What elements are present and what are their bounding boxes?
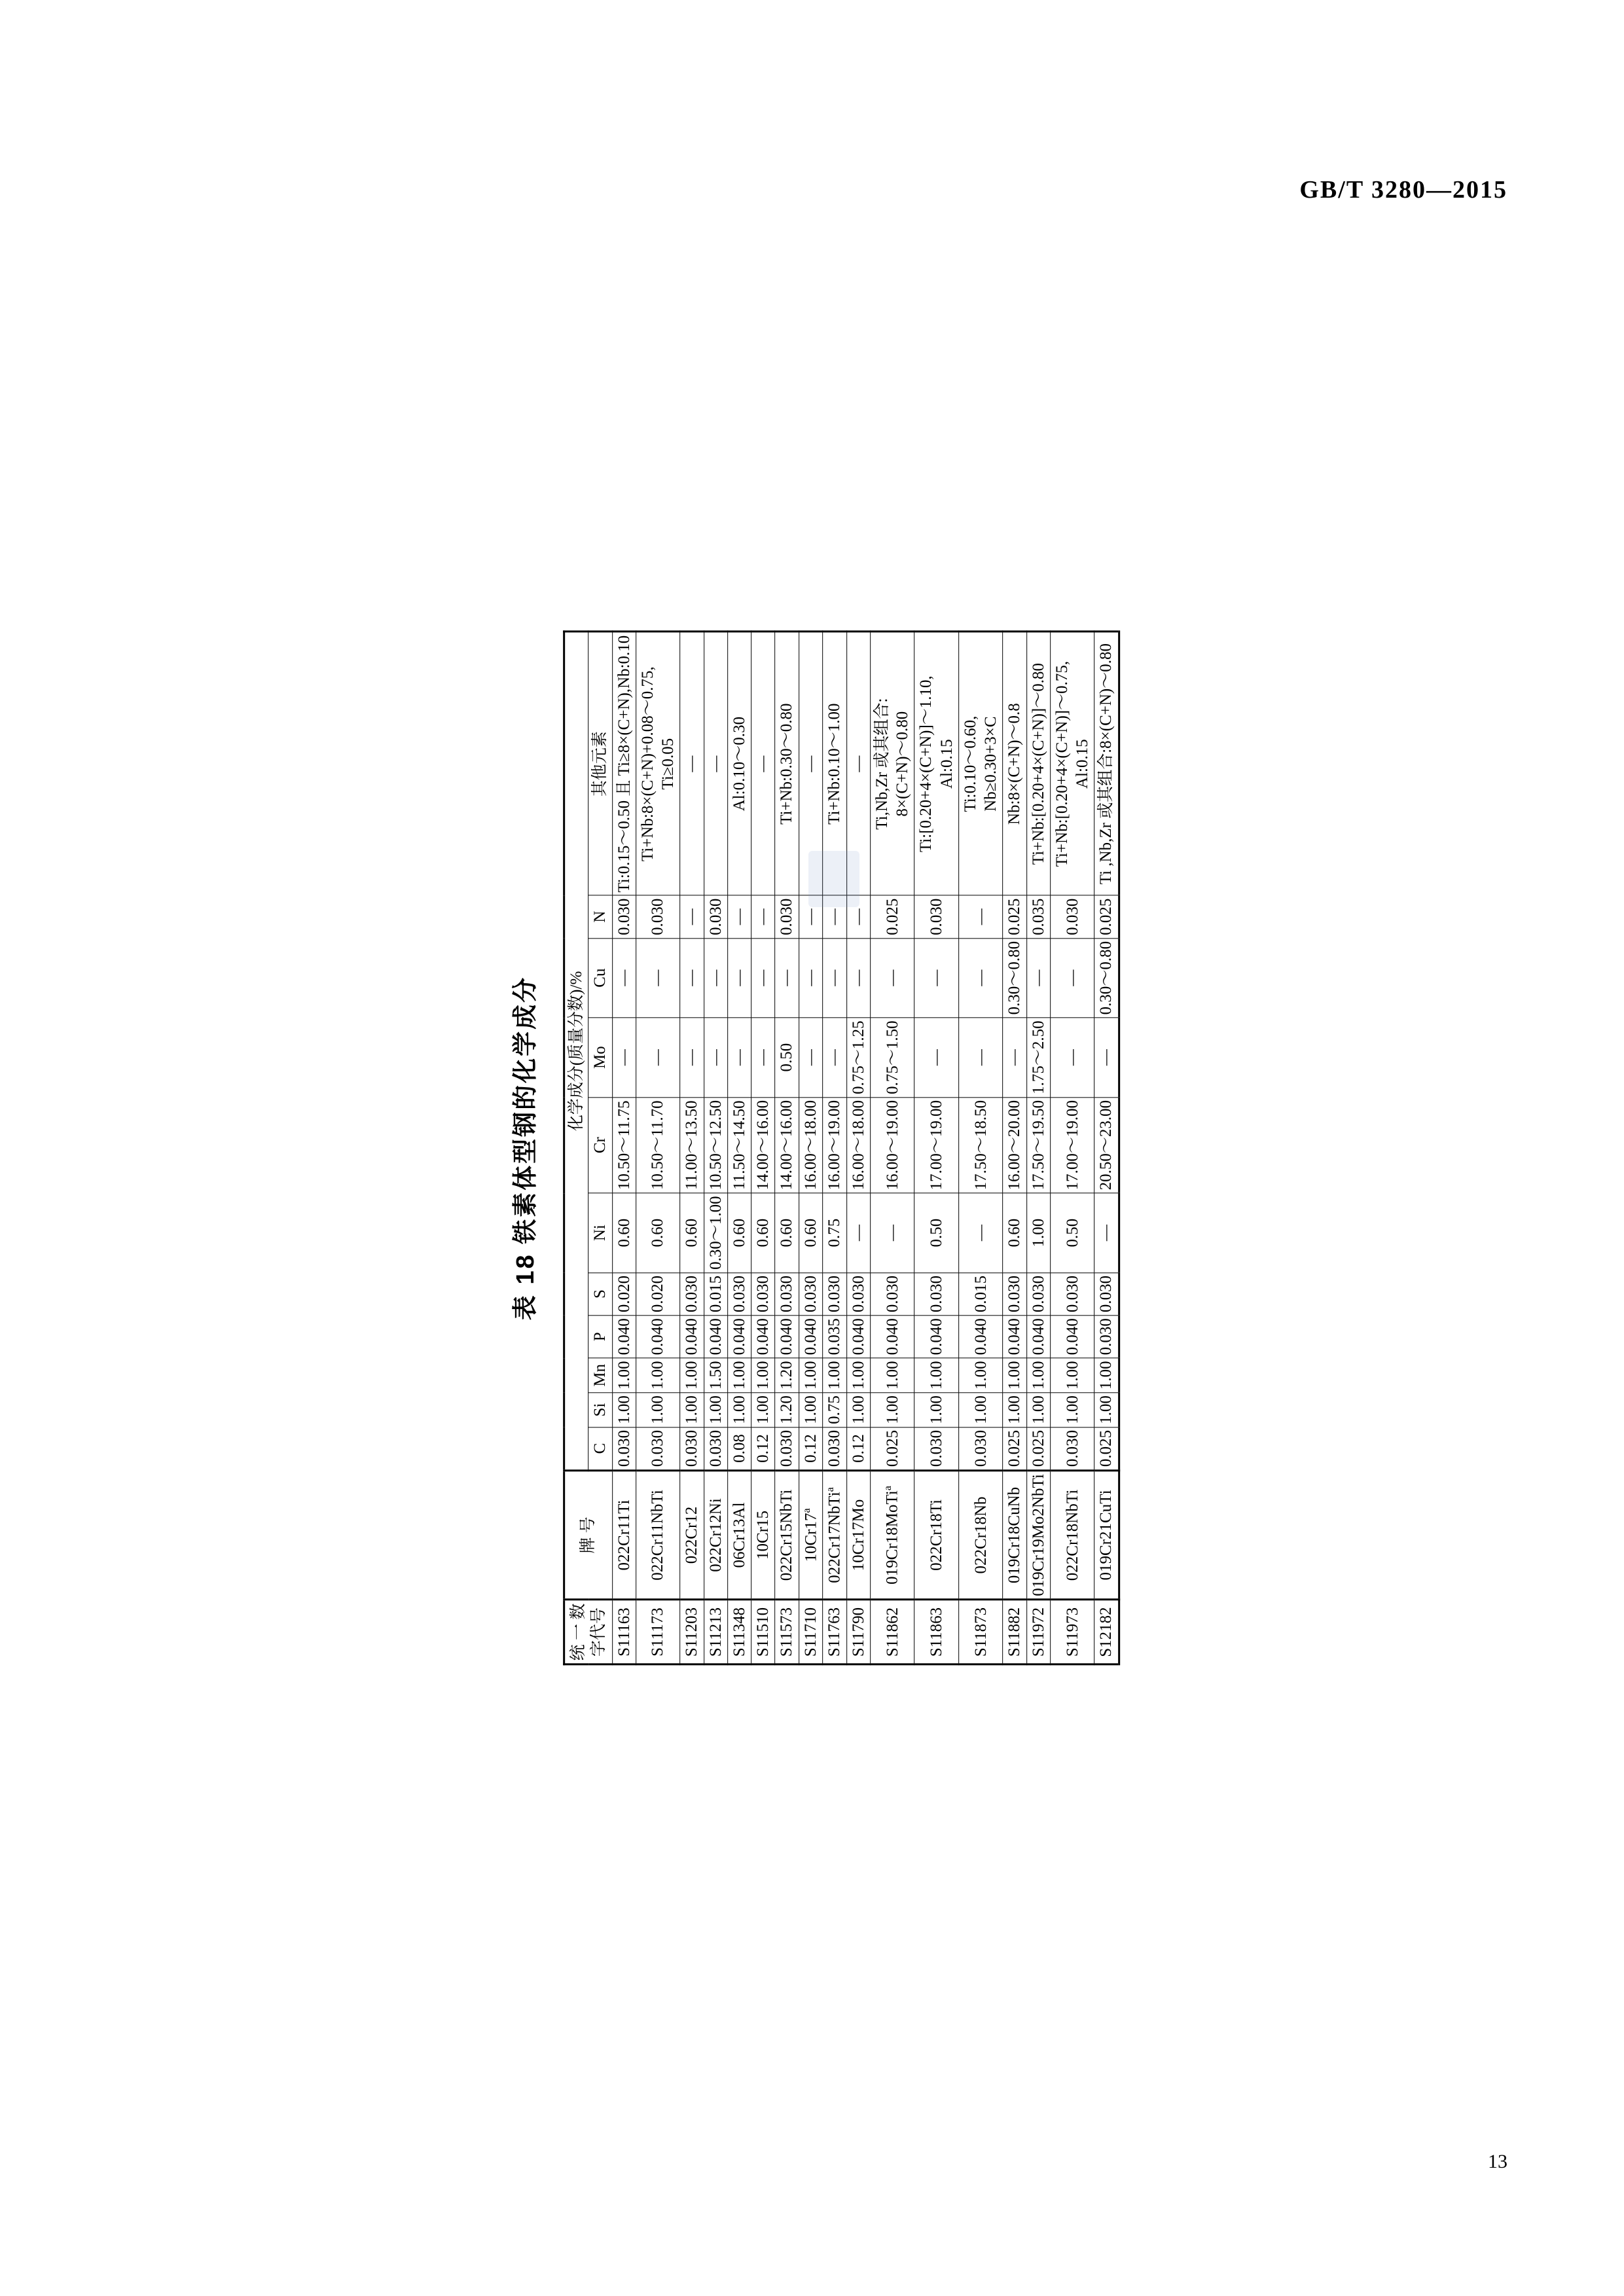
cell-cu: — (704, 938, 727, 1018)
table-row (727, 632, 751, 1664)
col-header-mn: Mn (588, 1358, 611, 1393)
cell-mo: — (679, 1018, 703, 1098)
cell-other-elements: Ti+Nb:0.30～0.80 (774, 632, 798, 895)
cell-unified-code: S11972 (1026, 1600, 1050, 1664)
col-header-s: S (588, 1272, 611, 1315)
cell-p: 0.040 (958, 1316, 1003, 1358)
cell-unified-code: S11348 (727, 1600, 751, 1664)
cell-brand: 019Cr19Mo2NbTi (1026, 1471, 1050, 1600)
cell-p: 0.030 (1094, 1316, 1119, 1358)
cell-mo: 0.50 (774, 1018, 798, 1098)
cell-cr: 20.50～23.00 (1094, 1097, 1119, 1193)
cell-mo: — (1050, 1018, 1094, 1098)
cell-mo: — (612, 1018, 636, 1098)
cell-mn: 1.50 (704, 1358, 727, 1393)
cell-other-elements: Ti+Nb:[0.20+4×(C+N)]～0.75, Al:0.15 (1050, 632, 1094, 895)
cell-si: 1.00 (1026, 1393, 1050, 1427)
table-row (846, 632, 870, 1664)
cell-mn: 1.00 (751, 1358, 774, 1393)
col-header-n: N (588, 895, 611, 938)
cell-mo: — (704, 1018, 727, 1098)
cell-mn: 1.00 (914, 1358, 959, 1393)
col-header-c: C (588, 1427, 611, 1470)
col-header-cu: Cu (588, 938, 611, 1018)
cell-c: 0.025 (870, 1427, 914, 1470)
cell-cr: 11.50～14.50 (727, 1097, 751, 1193)
cell-p: 0.040 (1026, 1316, 1050, 1358)
col-header-other: 其他元素 (588, 632, 611, 895)
footnote-marker: a (882, 1486, 894, 1491)
cell-si: 1.00 (958, 1393, 1003, 1427)
cell-other-elements: — (799, 632, 823, 895)
cell-mn: 1.00 (846, 1358, 870, 1393)
cell-p: 0.040 (774, 1316, 798, 1358)
cell-s: 0.030 (799, 1272, 823, 1315)
cell-ni: 0.60 (612, 1193, 636, 1273)
cell-ni: 0.60 (799, 1193, 823, 1273)
cell-mo: 1.75～2.50 (1026, 1018, 1050, 1098)
cell-p: 0.040 (612, 1316, 636, 1358)
cell-other-elements: Ti:0.15～0.50 且 Ti≥8×(C+N),Nb:0.10 (612, 632, 636, 895)
cell-mo: — (1003, 1018, 1026, 1098)
cell-unified-code: S12182 (1094, 1600, 1119, 1664)
cell-cu: — (1050, 938, 1094, 1018)
cell-mo: 0.75～1.50 (870, 1018, 914, 1098)
cell-ni: 1.00 (1026, 1193, 1050, 1273)
cell-s: 0.030 (727, 1272, 751, 1315)
cell-mo: — (914, 1018, 959, 1098)
cell-c: 0.025 (1003, 1427, 1026, 1470)
cell-other-elements: Ti+Nb:0.10～1.00 (822, 632, 846, 895)
cell-ni: 0.60 (679, 1193, 703, 1273)
cell-cu: 0.30～0.80 (1003, 938, 1026, 1018)
cell-s: 0.030 (822, 1272, 846, 1315)
cell-cu: — (774, 938, 798, 1018)
group-header-row (564, 632, 588, 1664)
cell-mn: 1.00 (1094, 1358, 1119, 1393)
table-row (636, 632, 680, 1664)
cell-s: 0.030 (679, 1272, 703, 1315)
cell-p: 0.040 (636, 1316, 680, 1358)
cell-ni: 0.60 (751, 1193, 774, 1273)
cell-unified-code: S11213 (704, 1600, 727, 1664)
cell-cr: 14.00～16.00 (774, 1097, 798, 1193)
cell-cu: — (958, 938, 1003, 1018)
cell-other-elements: — (751, 632, 774, 895)
cell-cu: — (870, 938, 914, 1018)
cell-other-elements: Ti+Nb:[0.20+4×(C+N)]～0.80 (1026, 632, 1050, 895)
cell-other-elements: — (846, 632, 870, 895)
cell-n: 0.030 (704, 895, 727, 938)
table-row (822, 632, 846, 1664)
cell-other-elements: Nb:8×(C+N)～0.8 (1003, 632, 1026, 895)
cell-n: — (799, 895, 823, 938)
cell-ni: 0.50 (914, 1193, 959, 1273)
cell-cu: — (751, 938, 774, 1018)
cell-other-elements: Ti ,Nb,Zr 或其组合:8×(C+N)～0.80 (1094, 632, 1119, 895)
cell-other-elements: Ti:[0.20+4×(C+N)]～1.10, Al:0.15 (914, 632, 959, 895)
cell-n: — (822, 895, 846, 938)
table-title: 表 18 铁素体型钢的化学成分 (511, 975, 539, 1321)
cell-n: — (846, 895, 870, 938)
cell-c: 0.12 (799, 1427, 823, 1470)
cell-s: 0.015 (704, 1272, 727, 1315)
cell-unified-code: S11203 (679, 1600, 703, 1664)
cell-n: 0.025 (870, 895, 914, 938)
col-header-p: P (588, 1316, 611, 1358)
cell-cr: 16.00～18.00 (799, 1097, 823, 1193)
col-header-mo: Mo (588, 1018, 611, 1098)
cell-brand: 022Cr18Nb (958, 1471, 1003, 1600)
cell-cr: 16.00～20.00 (1003, 1097, 1026, 1193)
cell-brand: 022Cr11NbTi (636, 1471, 680, 1600)
page-header-standard-code: GB/T 3280—2015 (1299, 176, 1507, 204)
cell-unified-code: S11763 (822, 1600, 846, 1664)
cell-p: 0.040 (1050, 1316, 1094, 1358)
table-row (1050, 632, 1094, 1664)
cell-cr: 16.00～19.00 (822, 1097, 846, 1193)
cell-cu: — (914, 938, 959, 1018)
cell-s: 0.030 (751, 1272, 774, 1315)
col-header-unified-code (564, 1600, 612, 1664)
cell-ni: 0.75 (822, 1193, 846, 1273)
cell-mn: 1.00 (1050, 1358, 1094, 1393)
cell-brand: 10Cr17$^a$ (799, 1471, 823, 1600)
cell-mn: 1.00 (727, 1358, 751, 1393)
cell-cu: — (1026, 938, 1050, 1018)
cell-p: 0.040 (727, 1316, 751, 1358)
cell-cr: 17.00～19.00 (914, 1097, 959, 1193)
cell-n: 0.025 (1094, 895, 1119, 938)
cell-c: 0.030 (958, 1427, 1003, 1470)
cell-mo: — (822, 1018, 846, 1098)
cell-unified-code: S11873 (958, 1600, 1003, 1664)
cell-other-elements: Ti,Nb,Zr 或其组合: 8×(C+N)～0.80 (870, 632, 914, 895)
cell-ni: 0.30～1.00 (704, 1193, 727, 1273)
cell-mn: 1.00 (958, 1358, 1003, 1393)
cell-brand: 10Cr15 (751, 1471, 774, 1600)
table-row (958, 632, 1003, 1664)
cell-s: 0.015 (958, 1272, 1003, 1315)
chemical-composition-table (563, 631, 1120, 1666)
cell-mo: — (727, 1018, 751, 1098)
cell-c: 0.030 (1050, 1427, 1094, 1470)
table-row (704, 632, 727, 1664)
cell-mn: 1.00 (1003, 1358, 1026, 1393)
cell-ni: 0.60 (1003, 1193, 1026, 1273)
cell-c: 0.12 (846, 1427, 870, 1470)
cell-brand: 022Cr12Ni (704, 1471, 727, 1600)
cell-mn: 1.00 (612, 1358, 636, 1393)
page-number: 13 (1488, 2151, 1507, 2172)
cell-mo: — (1094, 1018, 1119, 1098)
cell-n: 0.030 (1050, 895, 1094, 938)
cell-cu: — (612, 938, 636, 1018)
cell-p: 0.040 (1003, 1316, 1026, 1358)
cell-brand: 022Cr18NbTi (1050, 1471, 1094, 1600)
cell-s: 0.030 (1026, 1272, 1050, 1315)
cell-unified-code: S11863 (914, 1600, 959, 1664)
cell-ni: 0.60 (636, 1193, 680, 1273)
cell-cr: 10.50～12.50 (704, 1097, 727, 1193)
cell-c: 0.030 (636, 1427, 680, 1470)
unified-code-line2: 字代号 (589, 1607, 607, 1657)
cell-mo: — (958, 1018, 1003, 1098)
cell-si: 1.00 (846, 1393, 870, 1427)
cell-cr: 17.00～19.00 (1050, 1097, 1094, 1193)
cell-ni: 0.50 (1050, 1193, 1094, 1273)
cell-n: 0.025 (1003, 895, 1026, 938)
cell-unified-code: S11573 (774, 1600, 798, 1664)
cell-ni: — (958, 1193, 1003, 1273)
table-body (612, 632, 1119, 1664)
cell-unified-code: S11510 (751, 1600, 774, 1664)
cell-si: 1.00 (1050, 1393, 1094, 1427)
cell-cr: 14.00～16.00 (751, 1097, 774, 1193)
cell-other-elements: Ti:0.10～0.60, Nb≥0.30+3×C (958, 632, 1003, 895)
cell-n: — (679, 895, 703, 938)
cell-mo: — (799, 1018, 823, 1098)
cell-cu: — (679, 938, 703, 1018)
cell-mn: 1.00 (679, 1358, 703, 1393)
cell-c: 0.08 (727, 1427, 751, 1470)
cell-s: 0.020 (612, 1272, 636, 1315)
table-row (1094, 632, 1119, 1664)
cell-c: 0.030 (704, 1427, 727, 1470)
col-header-cr: Cr (588, 1097, 611, 1193)
table-row (914, 632, 959, 1664)
cell-ni: 0.60 (774, 1193, 798, 1273)
cell-mo: — (636, 1018, 680, 1098)
cell-cr: 17.50～19.50 (1026, 1097, 1050, 1193)
cell-cu: — (799, 938, 823, 1018)
cell-ni: — (846, 1193, 870, 1273)
col-header-ni: Ni (588, 1193, 611, 1273)
cell-s: 0.030 (1003, 1272, 1026, 1315)
table-head (564, 632, 612, 1664)
cell-mo: — (751, 1018, 774, 1098)
cell-p: 0.040 (914, 1316, 959, 1358)
table-row (751, 632, 774, 1664)
cell-n: — (727, 895, 751, 938)
cell-unified-code: S11173 (636, 1600, 680, 1664)
cell-other-elements: — (704, 632, 727, 895)
table-row (679, 632, 703, 1664)
cell-si: 1.00 (679, 1393, 703, 1427)
table-row (774, 632, 798, 1664)
cell-si: 1.00 (870, 1393, 914, 1427)
cell-ni: — (870, 1193, 914, 1273)
cell-s: 0.030 (1094, 1272, 1119, 1315)
cell-unified-code: S11163 (612, 1600, 636, 1664)
cell-si: 0.75 (822, 1393, 846, 1427)
footnote-marker: a (824, 1487, 836, 1492)
col-header-brand: 牌 号 (564, 1471, 612, 1600)
cell-brand: 10Cr17Mo (846, 1471, 870, 1600)
cell-s: 0.030 (870, 1272, 914, 1315)
footnote-marker: a (801, 1508, 812, 1513)
cell-s: 0.030 (774, 1272, 798, 1315)
cell-p: 0.040 (751, 1316, 774, 1358)
cell-n: 0.030 (774, 895, 798, 938)
cell-c: 0.12 (751, 1427, 774, 1470)
cell-s: 0.030 (846, 1272, 870, 1315)
cell-si: 1.00 (704, 1393, 727, 1427)
cell-mo: 0.75～1.25 (846, 1018, 870, 1098)
cell-unified-code: S11790 (846, 1600, 870, 1664)
cell-unified-code: S11862 (870, 1600, 914, 1664)
cell-si: 1.00 (799, 1393, 823, 1427)
cell-si: 1.00 (1003, 1393, 1026, 1427)
cell-brand: 022Cr11Ti (612, 1471, 636, 1600)
table-row (799, 632, 823, 1664)
cell-c: 0.030 (612, 1427, 636, 1470)
cell-unified-code: S11882 (1003, 1600, 1026, 1664)
cell-si: 1.00 (636, 1393, 680, 1427)
cell-cu: 0.30～0.80 (1094, 938, 1119, 1018)
cell-c: 0.025 (1094, 1427, 1119, 1470)
cell-s: 0.030 (1050, 1272, 1094, 1315)
rotated-table-stage (505, 631, 1120, 1666)
cell-si: 1.00 (751, 1393, 774, 1427)
cell-brand: 019Cr18CuNb (1003, 1471, 1026, 1600)
cell-si: 1.00 (1094, 1393, 1119, 1427)
cell-cr: 10.50～11.75 (612, 1097, 636, 1193)
cell-c: 0.030 (822, 1427, 846, 1470)
cell-cu: — (636, 938, 680, 1018)
cell-cr: 11.00～13.50 (679, 1097, 703, 1193)
cell-other-elements: Al:0.10～0.30 (727, 632, 751, 895)
cell-p: 0.040 (704, 1316, 727, 1358)
cell-c: 0.030 (774, 1427, 798, 1470)
cell-n: 0.030 (612, 895, 636, 938)
table-row (1026, 632, 1050, 1664)
cell-si: 1.00 (612, 1393, 636, 1427)
cell-other-elements: Ti+Nb:8×(C+N)+0.08～0.75, Ti≥0.05 (636, 632, 680, 895)
table-row (1003, 632, 1026, 1664)
cell-cr: 10.50～11.70 (636, 1097, 680, 1193)
cell-brand: 022Cr18Ti (914, 1471, 959, 1600)
cell-other-elements: — (679, 632, 703, 895)
cell-unified-code: S11973 (1050, 1600, 1094, 1664)
cell-cu: — (846, 938, 870, 1018)
cell-mn: 1.00 (636, 1358, 680, 1393)
cell-n: 0.030 (914, 895, 959, 938)
table-row (612, 632, 636, 1664)
cell-p: 0.040 (679, 1316, 703, 1358)
cell-unified-code: S11710 (799, 1600, 823, 1664)
cell-cr: 17.50～18.50 (958, 1097, 1003, 1193)
cell-cu: — (727, 938, 751, 1018)
cell-si: 1.00 (727, 1393, 751, 1427)
col-header-si: Si (588, 1393, 611, 1427)
cell-p: 0.040 (870, 1316, 914, 1358)
cell-n: — (751, 895, 774, 938)
cell-brand: 022Cr15NbTi (774, 1471, 798, 1600)
cell-brand: 06Cr13Al (727, 1471, 751, 1600)
cell-s: 0.020 (636, 1272, 680, 1315)
cell-c: 0.030 (914, 1427, 959, 1470)
cell-cr: 16.00～19.00 (870, 1097, 914, 1193)
cell-ni: — (1094, 1193, 1119, 1273)
cell-brand: 019Cr18MoTi$^a$ (870, 1471, 914, 1600)
cell-s: 0.030 (914, 1272, 959, 1315)
cell-p: 0.040 (799, 1316, 823, 1358)
cell-si: 1.20 (774, 1393, 798, 1427)
cell-p: 0.040 (846, 1316, 870, 1358)
cell-cu: — (822, 938, 846, 1018)
cell-n: — (958, 895, 1003, 938)
cell-mn: 1.00 (1026, 1358, 1050, 1393)
cell-brand: 019Cr21CuTi (1094, 1471, 1119, 1600)
cell-n: 0.035 (1026, 895, 1050, 938)
cell-mn: 1.20 (774, 1358, 798, 1393)
cell-mn: 1.00 (799, 1358, 823, 1393)
unified-code-line1: 统 一 数 (569, 1603, 587, 1661)
cell-c: 0.025 (1026, 1427, 1050, 1470)
cell-mn: 1.00 (870, 1358, 914, 1393)
cell-brand: 022Cr12 (679, 1471, 703, 1600)
cell-n: 0.030 (636, 895, 680, 938)
cell-mn: 1.00 (822, 1358, 846, 1393)
col-header-group-composition: 化学成分(质量分数)/% (564, 632, 588, 1470)
cell-si: 1.00 (914, 1393, 959, 1427)
cell-c: 0.030 (679, 1427, 703, 1470)
cell-ni: 0.60 (727, 1193, 751, 1273)
table-row (870, 632, 914, 1664)
cell-p: 0.035 (822, 1316, 846, 1358)
cell-cr: 16.00～18.00 (846, 1097, 870, 1193)
cell-brand: 022Cr17NbTi$^a$ (822, 1471, 846, 1600)
